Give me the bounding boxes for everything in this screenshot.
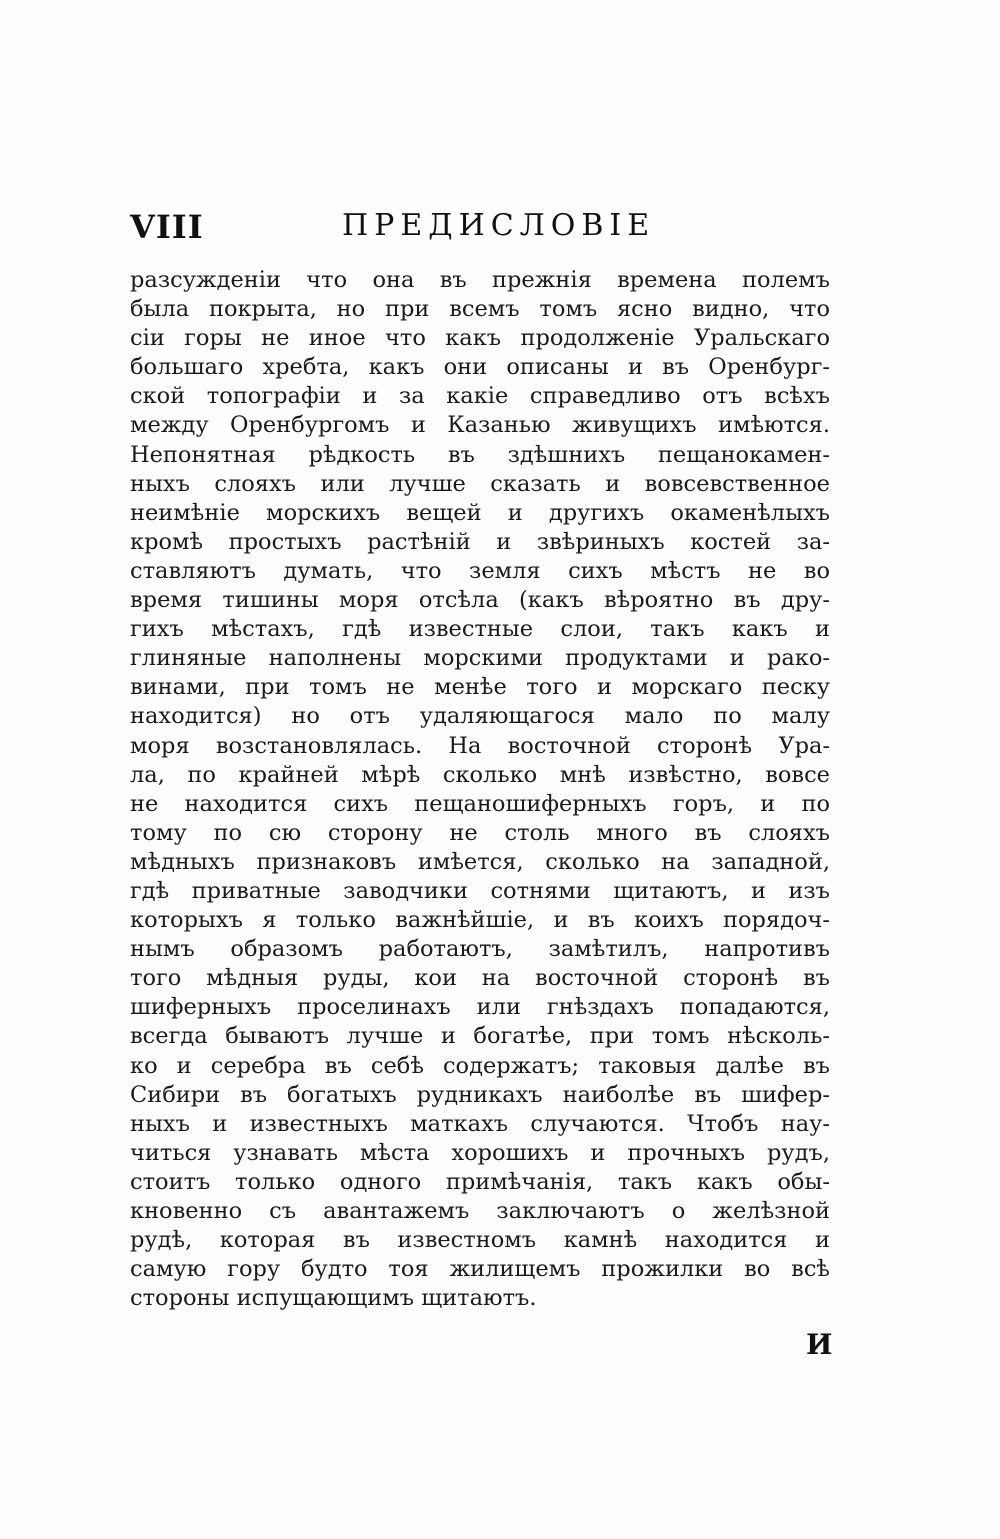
text-line: ныхъ и известныхъ маткахъ случаются. Чтобъ нау- <box>130 1110 830 1137</box>
text-line: всегда бываютъ лучше и богатѣе, при томъ нѣсколь- <box>130 1023 830 1050</box>
text-line: стоитъ только одного примѣчанія, такъ какъ обы- <box>130 1168 830 1195</box>
text-line: Сибири въ богатыхъ рудникахъ наиболѣе въ шифер- <box>130 1081 830 1108</box>
text-line: тому по сю сторону не столь много въ слояхъ <box>130 819 830 846</box>
text-line: мѣдныхъ признаковъ имѣется, сколько на западной, <box>130 848 830 875</box>
text-line: неимѣніе морскихъ вещей и другихъ окаменѣлыхъ <box>130 499 830 526</box>
text-line: находится) но отъ удаляющагося мало по малу <box>130 703 830 730</box>
catchword: И <box>806 1328 833 1361</box>
text-line: ла, по крайней мѣрѣ сколько мнѣ извѣстно, вовсе <box>130 761 830 788</box>
text-line: не находится сихъ пещаношиферныхъ горъ, и по <box>130 790 830 817</box>
text-line: была покрыта, но при всемъ томъ ясно видно, что <box>130 296 830 323</box>
text-line: ской топографіи и за какіе справедливо отъ всѣхъ <box>130 383 830 410</box>
text-line: кновенно съ авантажемъ заключаютъ о желѣзной <box>130 1198 830 1224</box>
text-line: нымъ образомъ работаютъ, замѣтилъ, напротивъ <box>130 936 830 963</box>
text-line: разсужденіи что она въ прежнія времена полемъ <box>130 267 830 293</box>
text-line: того мѣдныя руды, кои на восточной сторонѣ въ <box>130 965 830 992</box>
text-line: стороны испущающимъ щитаютъ. <box>130 1285 537 1312</box>
text-line: гихъ мѣстахъ, гдѣ известные слои, такъ какъ и <box>130 616 830 643</box>
text-line: шиферныхъ проселинахъ или гнѣздахъ попадаются, <box>130 994 830 1021</box>
text-line: которыхъ я только важнѣйшіе, и въ коихъ порядоч- <box>130 907 830 934</box>
text-line: моря возстановлялась. На восточной сторонѣ Ура- <box>130 732 830 759</box>
text-line: между Оренбургомъ и Казанью живущихъ имѣются. <box>130 412 830 439</box>
page-number: VIII <box>130 208 204 246</box>
text-line: ко и серебра въ себѣ содержатъ; таковыя далѣе въ <box>130 1052 830 1079</box>
text-line: кромѣ простыхъ растѣній и звѣриныхъ костей за- <box>130 528 830 555</box>
text-line: ныхъ слояхъ или лучше сказать и вовсевственное <box>130 470 830 497</box>
text-line: рудѣ, которая въ известномъ камнѣ находится и <box>130 1227 830 1254</box>
text-line: ставляютъ думать, что земля сихъ мѣстъ не во <box>130 557 830 584</box>
text-line: большаго хребта, какъ они описаны и въ Оренбург- <box>130 354 830 381</box>
text-line: самую гору будто тоя жилищемъ прожилки во всѣ <box>130 1256 830 1283</box>
text-line: время тишины моря отсѣла (какъ вѣроятно въ дру- <box>130 587 830 614</box>
text-line: Непонятная рѣдкость въ здѣшнихъ пещанокамен- <box>130 441 830 468</box>
running-head: ПРЕДИСЛОВІЕ <box>342 208 656 243</box>
text-line: читься узнавать мѣста хорошихъ и прочныхъ рудъ, <box>130 1139 830 1166</box>
text-line: сіи горы не иное что какъ продолженіе Уральскаго <box>130 325 830 352</box>
page-header <box>130 208 830 256</box>
text-line: гдѣ приватные заводчики сотнями щитаютъ, и изъ <box>130 877 830 904</box>
body-text <box>130 266 830 1313</box>
text-line: глиняные наполнены морскими продуктами и рако- <box>130 645 830 672</box>
text-line: винами, при томъ не менѣе того и морскаго песку <box>130 674 830 701</box>
